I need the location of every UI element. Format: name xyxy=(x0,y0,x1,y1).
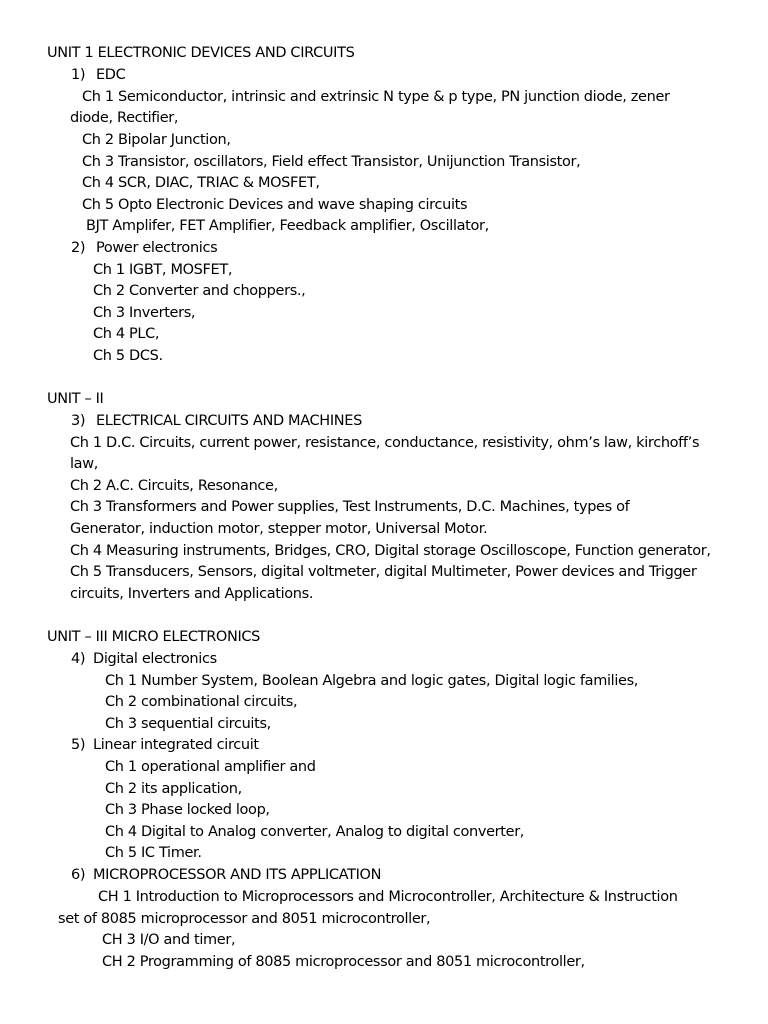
chapter-line: CH 1 Introduction to Microprocessors and Microcontroller, Architecture & Instruction xyxy=(98,889,678,905)
section-2-header xyxy=(71,238,217,260)
chapter-line: Ch 3 Phase locked loop, xyxy=(105,802,270,818)
chapter-line: Ch 3 sequential circuits, xyxy=(105,716,271,732)
chapter-line: Ch 2 A.C. Circuits, Resonance, xyxy=(70,478,278,494)
chapter-line-continuation: diode, Rectifier, xyxy=(70,110,179,126)
chapter-line: Ch 1 operational amplifier and xyxy=(105,759,316,775)
chapter-line: Ch 4 PLC, xyxy=(93,326,160,342)
chapter-line: Ch 4 Digital to Analog converter, Analog to digital converter, xyxy=(105,824,525,840)
section-number: 6) xyxy=(71,867,86,883)
chapter-line: Ch 4 SCR, DIAC, TRIAC & MOSFET, xyxy=(82,175,320,191)
unit-1-heading: UNIT 1 ELECTRONIC DEVICES AND CIRCUITS xyxy=(47,45,355,61)
section-title: Linear integrated circuit xyxy=(93,737,259,753)
chapter-line: Ch 4 Measuring instruments, Bridges, CRO, Digital storage Oscilloscope, Function generator, xyxy=(70,543,711,559)
chapter-line: Ch 2 combinational circuits, xyxy=(105,694,298,710)
section-number: 4) xyxy=(71,651,86,667)
chapter-line: Ch 3 Transistor, oscillators, Field effect Transistor, Unijunction Transistor, xyxy=(82,154,581,170)
section-1-header xyxy=(71,65,125,87)
section-title: Power electronics xyxy=(96,240,218,256)
chapter-line: Ch 1 Number System, Boolean Algebra and logic gates, Digital logic families, xyxy=(105,673,639,689)
chapter-line: Ch 2 Bipolar Junction, xyxy=(82,132,231,148)
chapter-line: Ch 3 Inverters, xyxy=(93,305,196,321)
chapter-line: Ch 2 its application, xyxy=(105,781,242,797)
chapter-line: CH 2 Programming of 8085 microprocessor and 8051 microcontroller, xyxy=(102,954,585,970)
chapter-line-continuation: Generator, induction motor, stepper motor, Universal Motor. xyxy=(70,521,488,537)
section-number: 1) xyxy=(71,67,86,83)
chapter-line-continuation: law, xyxy=(70,456,98,472)
section-6-header xyxy=(71,865,381,887)
section-number: 3) xyxy=(71,413,86,429)
section-title: ELECTRICAL CIRCUITS AND MACHINES xyxy=(96,413,362,429)
section-title: EDC xyxy=(96,67,126,83)
section-3-header xyxy=(71,411,362,433)
unit-2-heading: UNIT – II xyxy=(47,391,104,407)
chapter-line: Ch 1 IGBT, MOSFET, xyxy=(93,262,233,278)
chapter-line: Ch 3 Transformers and Power supplies, Test Instruments, D.C. Machines, types of xyxy=(70,499,630,515)
chapter-line: Ch 5 Transducers, Sensors, digital voltmeter, digital Multimeter, Power devices and Trigger xyxy=(70,564,697,580)
chapter-line-continuation: circuits, Inverters and Applications. xyxy=(70,586,314,602)
section-5-header xyxy=(71,735,259,757)
chapter-line: Ch 5 DCS. xyxy=(93,348,163,364)
topic-line: BJT Amplifer, FET Amplifier, Feedback amplifier, Oscillator, xyxy=(86,218,489,234)
chapter-line: CH 3 I/O and timer, xyxy=(102,932,236,948)
chapter-line: Ch 5 IC Timer. xyxy=(105,845,202,861)
unit-3-heading: UNIT – III MICRO ELECTRONICS xyxy=(47,629,261,645)
section-number: 5) xyxy=(71,737,86,753)
section-number: 2) xyxy=(71,240,86,256)
chapter-line: Ch 1 Semiconductor, intrinsic and extrinsic N type & p type, PN junction diode, zener xyxy=(82,89,670,105)
chapter-line-continuation: set of 8085 microprocessor and 8051 microcontroller, xyxy=(58,911,431,927)
chapter-line: Ch 2 Converter and choppers., xyxy=(93,283,306,299)
section-title: MICROPROCESSOR AND ITS APPLICATION xyxy=(93,867,382,883)
section-4-header xyxy=(71,649,217,671)
chapter-line: Ch 1 D.C. Circuits, current power, resistance, conductance, resistivity, ohm’s law, kirchoff’s xyxy=(70,435,700,451)
chapter-line: Ch 5 Opto Electronic Devices and wave shaping circuits xyxy=(82,197,468,213)
section-title: Digital electronics xyxy=(93,651,217,667)
